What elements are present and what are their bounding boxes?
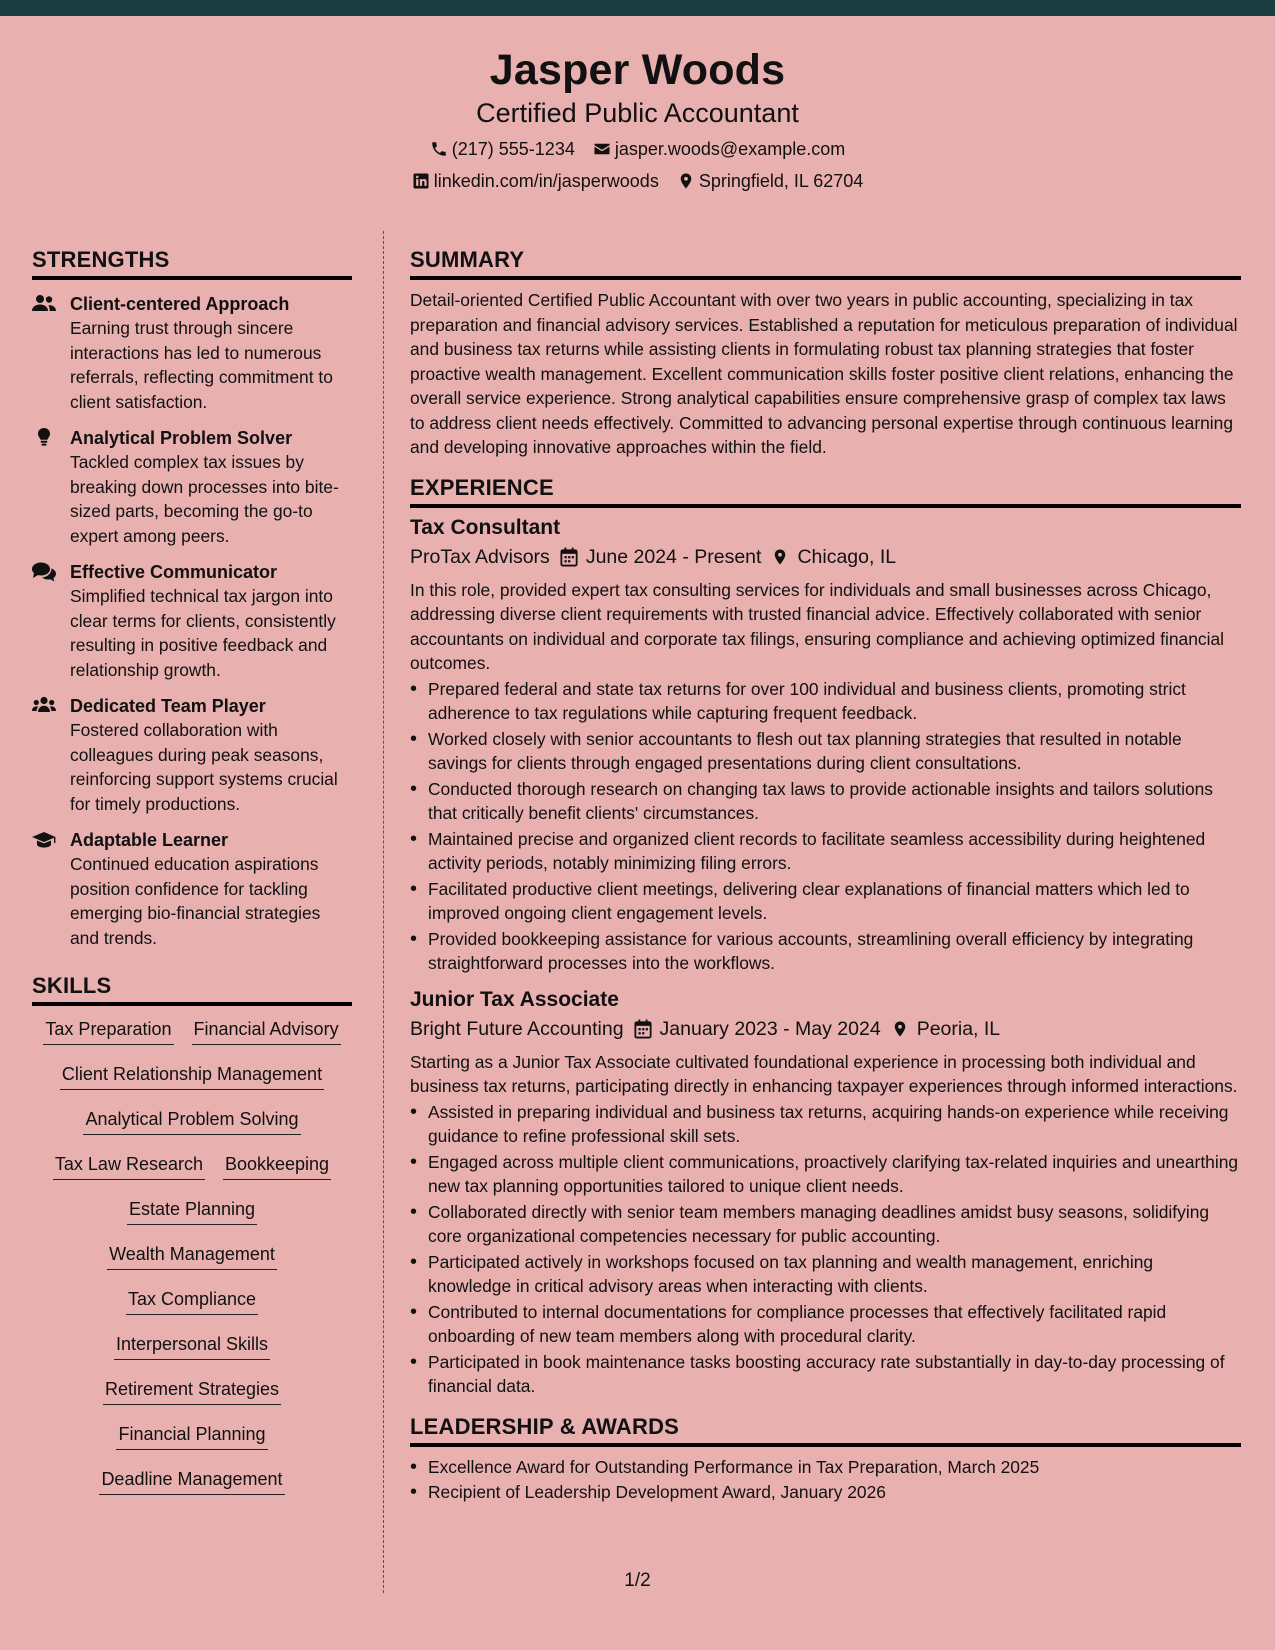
job-dates: June 2024 - Present: [585, 545, 762, 568]
strength-desc: Earning trust through sincere interactions has led to numerous referrals, reflecting commitment to client satisfaction.: [70, 318, 333, 412]
right-column: [410, 246, 1241, 1506]
calendar-icon: [560, 547, 578, 567]
phone-text: (217) 555-1234: [451, 139, 575, 159]
list-item: • Maintained precise and organized client records to facilitate seamless accessibility during heightened activity periods, notably minimizing filing errors.: [410, 827, 1241, 876]
resume-header: [0, 16, 1275, 204]
top-bar: [0, 0, 1275, 16]
skill-tag: Bookkeeping: [223, 1151, 331, 1180]
strength-item: [32, 560, 352, 682]
job-title: Tax Consultant: [410, 515, 561, 539]
map-pin-icon: [891, 1019, 909, 1039]
list-item: • Recipient of Leadership Development Award, January 2026: [410, 1480, 1241, 1505]
calendar-icon: [634, 1019, 652, 1039]
skill-tag: Tax Law Research: [53, 1151, 205, 1180]
strength-desc: Tackled complex tax issues by breaking down processes into bite-sized parts, becoming the go-to expert among peers.: [70, 452, 339, 546]
email-text[interactable]: jasper.woods@example.com: [614, 139, 846, 159]
skills-list: [32, 1016, 352, 1511]
strength-desc: Simplified technical tax jargon into clear terms for clients, consistently resulting in positive feedback and relationship growth.: [70, 586, 336, 680]
strength-title: Effective Communicator: [70, 562, 278, 582]
job-description: In this role, provided expert tax consulting services for individuals and small businesses across Chicago, addressing diverse client requirements with trusted financial advice. Effectively collaborated with senior accountants on individual and corporate tax filings, ensuring compliance and achieving optimized financial outcomes.: [410, 579, 1224, 673]
strength-title: Adaptable Learner: [70, 830, 229, 850]
list-item: • Collaborated directly with senior team members managing deadlines amidst busy seasons, solidifying core organizational competencies necessary for public accounting.: [410, 1200, 1241, 1249]
job-location: Chicago, IL: [797, 545, 897, 568]
graduation-cap-icon: [32, 830, 56, 850]
location-text: Springfield, IL 62704: [698, 171, 864, 191]
job-bullets: [410, 1100, 1241, 1399]
linkedin-text[interactable]: linkedin.com/in/jasperwoods: [433, 171, 659, 191]
candidate-title: Certified Public Accountant: [476, 98, 799, 128]
contact-linkedin[interactable]: [412, 170, 659, 192]
skills-heading: SKILLS: [32, 972, 352, 1006]
job-company: Bright Future Accounting: [410, 1017, 624, 1040]
job-meta: [410, 544, 1241, 570]
job-meta: [410, 1016, 1241, 1042]
job-company: ProTax Advisors: [410, 545, 550, 568]
job-entry: [410, 986, 1241, 1399]
strength-item: [32, 694, 352, 816]
summary-heading: SUMMARY: [410, 246, 1241, 280]
contact-location: [677, 170, 863, 192]
list-item: • Participated in book maintenance tasks boosting accuracy rate substantially in day-to-day processing of financial data.: [410, 1350, 1241, 1399]
comments-icon: [32, 562, 56, 582]
list-item: • Contributed to internal documentations for compliance processes that effectively facilitated rapid onboarding of new team members along with procedural clarity.: [410, 1300, 1241, 1349]
team-icon: [32, 696, 56, 716]
candidate-name: Jasper Woods: [489, 46, 786, 94]
skill-tag: Tax Compliance: [126, 1286, 258, 1315]
list-item: • Participated actively in workshops focused on tax planning and wealth management, enriching knowledge in critical advisory areas when interacting with clients.: [410, 1250, 1241, 1299]
left-column: [32, 246, 352, 1511]
strength-item: [32, 292, 352, 414]
skill-tag: Deadline Management: [99, 1466, 284, 1495]
list-item: • Worked closely with senior accountants to flesh out tax planning strategies that resulted in notable savings for clients through engaged presentations during client consultations.: [410, 727, 1241, 776]
skill-tag: Financial Advisory: [192, 1016, 341, 1045]
phone-icon: [430, 140, 448, 158]
list-item: • Excellence Award for Outstanding Performance in Tax Preparation, March 2025: [410, 1455, 1241, 1480]
summary-text: Detail-oriented Certified Public Accountant with over two years in public accounting, specializing in tax preparation and financial advisory services. Established a reputation for meticulous preparation of individual and business tax returns while assisting clients in formulating robust tax planning strategies that foster proactive wealth management. Excellent communication skills foster positive client relations, enhancing the overall service experience. Strong analytical capabilities ensure comprehensive grasp of complex tax laws to address client needs effectively. Committed to advancing personal expertise through continuous learning and developing innovative approaches within the field.: [410, 290, 1238, 457]
list-item: • Engaged across multiple client communications, proactively clarifying tax-related inquiries and unearthing new tax planning opportunities tailored to unique client needs.: [410, 1150, 1241, 1199]
strength-item: [32, 426, 352, 548]
skill-tag: Retirement Strategies: [103, 1376, 281, 1405]
list-item: • Facilitated productive client meetings, delivering clear explanations of financial matters which led to improved ongoing client engagement levels.: [410, 877, 1241, 926]
skill-tag: Wealth Management: [107, 1241, 277, 1270]
strength-desc: Continued education aspirations position confidence for tackling emerging bio-financial strategies and trends.: [70, 854, 321, 948]
job-entry: [410, 514, 1241, 976]
skill-tag: Estate Planning: [127, 1196, 257, 1225]
skill-tag: Client Relationship Management: [60, 1061, 324, 1090]
contact-row-2: [0, 170, 1275, 192]
skill-tag: Financial Planning: [116, 1421, 267, 1450]
contact-email[interactable]: [593, 138, 845, 160]
experience-heading: EXPERIENCE: [410, 474, 1241, 508]
job-location: Peoria, IL: [916, 1017, 1001, 1040]
map-pin-icon: [677, 172, 695, 190]
strength-title: Analytical Problem Solver: [70, 428, 293, 448]
list-item: • Prepared federal and state tax returns for over 100 individual and business clients, promoting strict adherence to tax regulations while capturing frequent feedback.: [410, 677, 1241, 726]
strength-title: Dedicated Team Player: [70, 696, 266, 716]
job-dates: January 2023 - May 2024: [659, 1017, 881, 1040]
page-number: 1/2: [624, 1570, 651, 1591]
users-icon: [32, 294, 56, 314]
skill-tag: Interpersonal Skills: [114, 1331, 270, 1360]
job-bullets: [410, 677, 1241, 976]
skill-tag: Tax Preparation: [43, 1016, 173, 1045]
skill-tag: Analytical Problem Solving: [83, 1106, 300, 1135]
contact-row-1: [0, 138, 1275, 160]
job-description: Starting as a Junior Tax Associate cultivated foundational experience in processing both individual and business tax returns, participating directly in enhancing taxpayer experiences through informed interactions.: [410, 1051, 1238, 1096]
lightbulb-icon: [32, 428, 56, 448]
list-item: • Assisted in preparing individual and business tax returns, acquiring hands-on experience while receiving guidance to refine professional skill sets.: [410, 1100, 1241, 1149]
strength-desc: Fostered collaboration with colleagues during peak seasons, reinforcing support systems crucial for timely productions.: [70, 720, 338, 814]
strength-item: [32, 828, 352, 950]
awards-heading: LEADERSHIP & AWARDS: [410, 1413, 1241, 1447]
list-item: • Provided bookkeeping assistance for various accounts, streamlining overall efficiency by integrating straightforward processes into the workflows.: [410, 927, 1241, 976]
column-divider: [383, 231, 384, 1593]
strength-title: Client-centered Approach: [70, 294, 290, 314]
map-pin-icon: [771, 547, 789, 567]
awards-list: [410, 1455, 1241, 1505]
contact-phone: [430, 138, 575, 160]
envelope-icon: [593, 140, 611, 158]
job-title: Junior Tax Associate: [410, 987, 619, 1011]
list-item: • Conducted thorough research on changing tax laws to provide actionable insights and tailors solutions that critically benefit clients' circumstances.: [410, 777, 1241, 826]
linkedin-icon: [412, 172, 430, 190]
strengths-heading: STRENGTHS: [32, 246, 352, 280]
